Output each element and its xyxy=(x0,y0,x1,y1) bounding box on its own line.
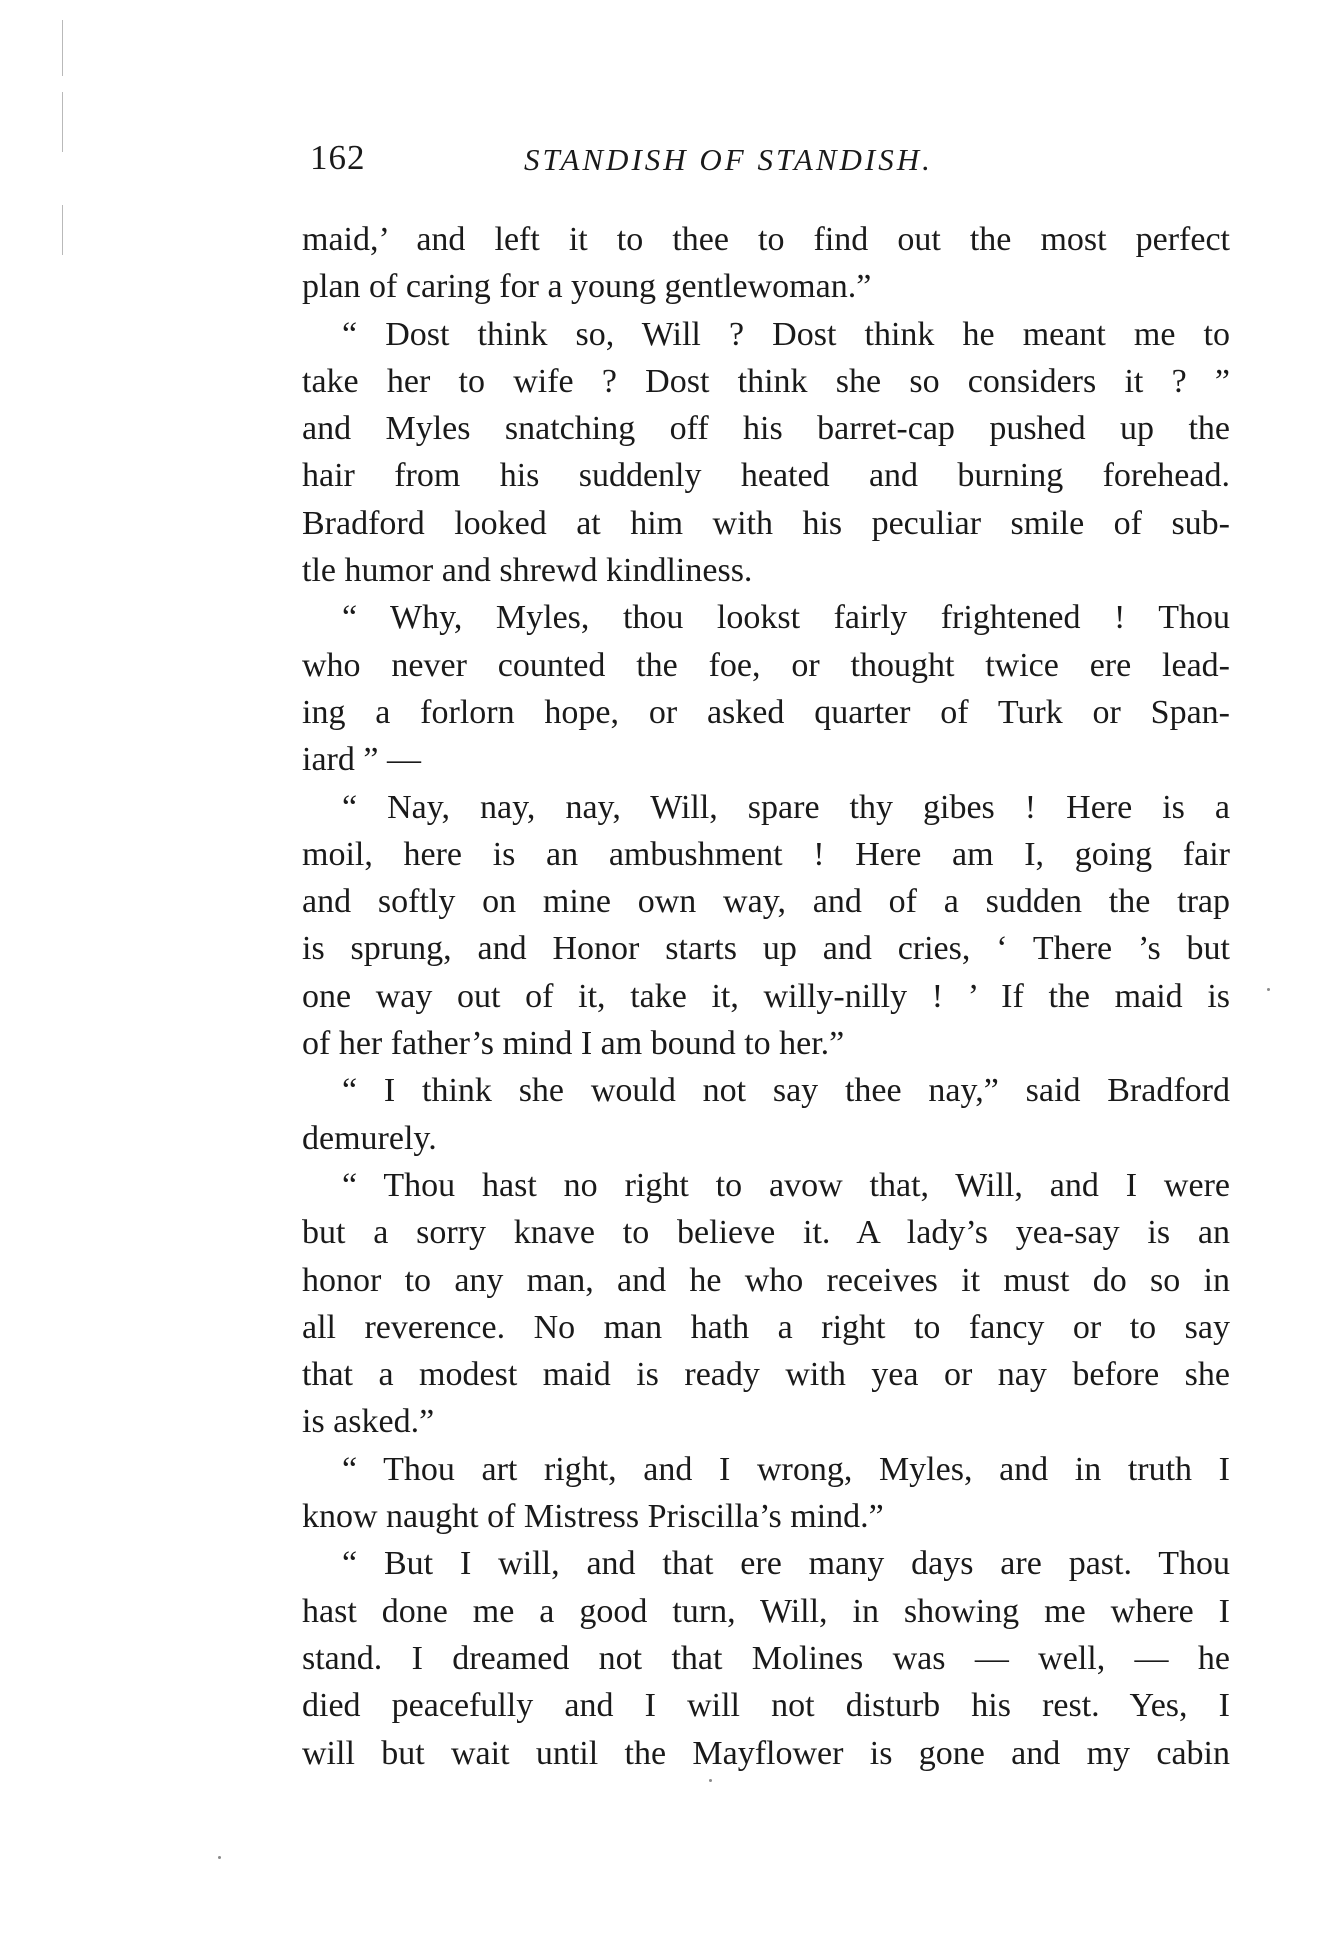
scan-edge-mark xyxy=(62,92,63,152)
text-line: “ Thou art right, and I wrong, Myles, and in truth I xyxy=(342,1450,1230,1488)
page-header xyxy=(310,138,1230,182)
text-line: “ Thou hast no right to avow that, Will, and I were xyxy=(342,1166,1230,1204)
body-text xyxy=(302,216,1230,1777)
text-line: is asked.” xyxy=(302,1403,435,1441)
text-line: hast done me a good turn, Will, in showing me where I xyxy=(302,1592,1230,1630)
text-line: all reverence. No man hath a right to fancy or to say xyxy=(302,1308,1230,1346)
text-line: died peacefully and I will not disturb his rest. Yes, I xyxy=(302,1687,1230,1725)
text-line: tle humor and shrewd kindliness. xyxy=(302,552,753,590)
text-line: “ But I will, and that ere many days are past. Thou xyxy=(342,1545,1230,1583)
text-line: iard ” — xyxy=(302,741,421,779)
text-line: “ Why, Myles, thou lookst fairly frightened ! Thou xyxy=(342,599,1230,637)
text-line: one way out of it, take it, willy-nilly ! ’ If the maid is xyxy=(302,977,1230,1015)
text-line: of her father’s mind I am bound to her.” xyxy=(302,1025,845,1063)
text-line: will but wait until the Mayflower is gone and my cabin xyxy=(302,1734,1230,1772)
text-line: demurely. xyxy=(302,1119,437,1157)
text-line: honor to any man, and he who receives it must do so in xyxy=(302,1261,1230,1299)
page-number: 162 xyxy=(310,138,366,177)
text-line: take her to wife ? Dost think she so considers it ? ” xyxy=(302,362,1230,400)
text-line: “ I think she would not say thee nay,” said Bradford xyxy=(342,1072,1230,1110)
text-line: and softly on mine own way, and of a sudden the trap xyxy=(302,883,1230,921)
text-line: who never counted the foe, or thought twice ere lead- xyxy=(302,646,1230,684)
text-line: “ Nay, nay, nay, Will, spare thy gibes ! Here is a xyxy=(342,788,1230,826)
text-line: maid,’ and left it to thee to find out the most perfect xyxy=(302,221,1230,258)
text-line: plan of caring for a young gentlewoman.” xyxy=(302,268,872,306)
text-line: “ Dost think so, Will ? Dost think he meant me to xyxy=(342,315,1230,353)
text-line: and Myles snatching off his barret-cap pushed up the xyxy=(302,410,1230,448)
text-line: know naught of Mistress Priscilla’s mind.” xyxy=(302,1498,884,1536)
text-line: moil, here is an ambushment ! Here am I, going fair xyxy=(302,835,1230,873)
paper-speck xyxy=(709,1779,712,1782)
text-line: hair from his suddenly heated and burning forehead. xyxy=(302,457,1230,495)
text-line: that a modest maid is ready with yea or nay before she xyxy=(302,1356,1230,1394)
paper-speck xyxy=(218,1856,221,1859)
text-line: stand. I dreamed not that Molines was — well, — he xyxy=(302,1639,1230,1677)
scan-edge-mark xyxy=(62,20,63,76)
text-line: Bradford looked at him with his peculiar smile of sub- xyxy=(302,504,1230,542)
paper-speck xyxy=(1267,988,1270,991)
running-title: STANDISH OF STANDISH. xyxy=(524,142,933,177)
scan-edge-mark xyxy=(62,205,63,255)
text-line: is sprung, and Honor starts up and cries, ‘ There ’s but xyxy=(302,930,1230,968)
text-line: ing a forlorn hope, or asked quarter of Turk or Span- xyxy=(302,693,1230,731)
text-line: but a sorry knave to believe it. A lady’s yea-say is an xyxy=(302,1214,1230,1252)
